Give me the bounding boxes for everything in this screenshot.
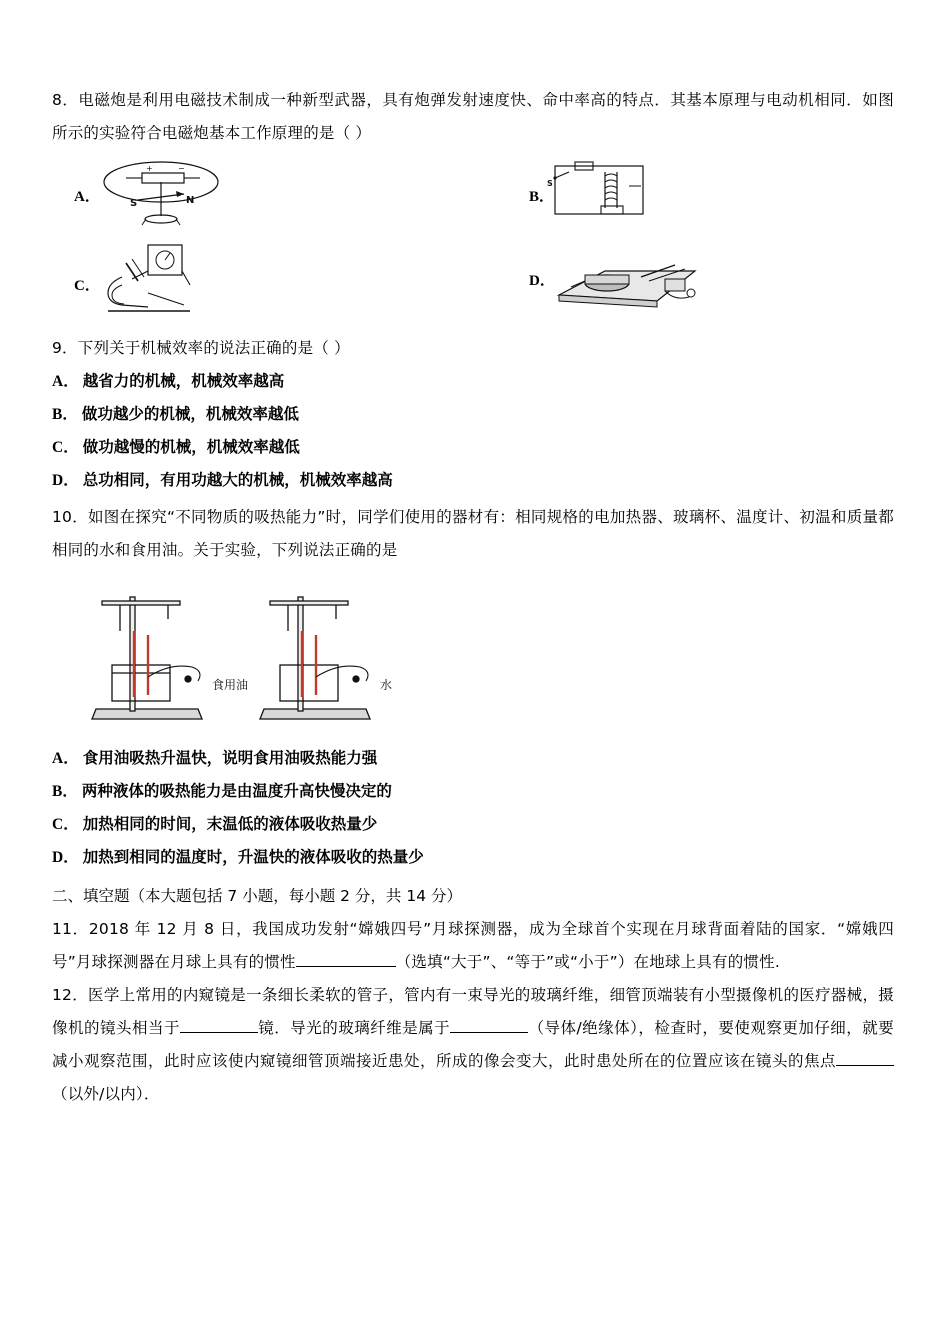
- figure-label-oil: 食用油: [212, 678, 249, 692]
- option-a-label: A．: [52, 373, 79, 390]
- option-c-label: C．: [52, 816, 79, 833]
- question-9-option-d: [52, 464, 894, 497]
- option-c-figure: [86, 241, 206, 328]
- heating-experiment-diagram-icon: [82, 573, 412, 733]
- question-8-figure-row-2: [52, 241, 894, 328]
- option-c-label: C．: [74, 278, 100, 294]
- question-11-blank-1[interactable]: [296, 966, 396, 967]
- magnet-coil-diagram-icon: [86, 156, 236, 230]
- option-c-text: 加热相同的时间，末温低的液体吸收热量少: [82, 815, 378, 833]
- option-b-label: B．: [52, 783, 78, 800]
- question-12-blank-3[interactable]: [836, 1065, 894, 1066]
- svg-text:N: N: [186, 195, 195, 206]
- question-11-part-1: 11．2018 年 12 月 8 日，我国成功发射“嫦娥四号”月球探测器，成为全球首个实现在月球背面着陆的国家．“嫦娥四号”月球探测器在月球上具有的惯性: [52, 920, 894, 971]
- option-a-label: A．: [74, 189, 100, 205]
- question-10-text: 10．如图在探究“不同物质的吸热能力”时，同学们使用的器材有：相同规格的电加热器、玻璃杯、温度计、初温和质量都相同的水和食用油。关于实验，下列说法正确的是: [52, 508, 894, 559]
- question-10-option-d: [52, 841, 894, 874]
- option-b-figure: [545, 156, 655, 235]
- svg-text:−: −: [178, 164, 185, 173]
- option-d-text: 加热到相同的温度时，升温快的液体吸收的热量少: [82, 848, 424, 866]
- svg-text:S: S: [547, 179, 553, 188]
- option-c-text: 做功越慢的机械，机械效率越低: [82, 438, 300, 456]
- question-8-option-b: [473, 156, 894, 235]
- question-8-text: 8．电磁炮是利用电磁技术制成一种新型武器，具有炮弹发射速度快、命中率高的特点．其基本原理与电动机相同．如图所示的实验符合电磁炮基本工作原理的是（ ）: [52, 91, 894, 142]
- svg-text:S: S: [130, 198, 138, 209]
- option-b-text: 两种液体的吸热能力是由温度升高快慢决定的: [81, 782, 392, 800]
- question-12-part-4: （以外/以内）．: [52, 1085, 160, 1103]
- option-d-label: D．: [52, 849, 79, 866]
- option-d-text: 总功相同，有用功越大的机械，机械效率越高: [82, 471, 393, 489]
- question-12-part-3: （导体/绝缘体），检查时，要使观察更加仔细，就要减小观察范围，此时应该使内窥镜细管顶端接近患处，所成的像会变大，此时患处所在的位置应该在镜头的焦点: [52, 1019, 894, 1070]
- question-12-part-2: 镜．导光的玻璃纤维是属于: [257, 1019, 451, 1037]
- option-c-label: C．: [52, 439, 79, 456]
- question-10: [52, 501, 894, 874]
- option-a-figure: [86, 156, 236, 235]
- option-d-figure: [545, 241, 715, 318]
- option-b-label: B．: [529, 189, 555, 205]
- section-two-title: 二、填空题（本大题包括 7 小题，每小题 2 分，共 14 分）: [52, 887, 463, 905]
- question-9-option-a: [52, 365, 894, 398]
- question-8-option-c: [52, 241, 473, 328]
- option-b-label: B．: [52, 406, 78, 423]
- galvanometer-apparatus-icon: [86, 241, 206, 323]
- question-9-text: 9．下列关于机械效率的说法正确的是（ ）: [52, 339, 350, 357]
- question-11: [52, 913, 894, 979]
- option-d-label: D．: [529, 273, 555, 289]
- motor-model-apparatus-icon: [545, 241, 715, 313]
- question-10-option-b: [52, 775, 894, 808]
- question-8-option-d: [473, 241, 894, 318]
- figure-label-water: 水: [380, 678, 393, 692]
- svg-text:+: +: [146, 164, 153, 173]
- question-8-figure-row-1: [52, 156, 894, 235]
- question-9-option-b: [52, 398, 894, 431]
- option-a-text: 越省力的机械，机械效率越高: [82, 372, 285, 390]
- option-b-text: 做功越少的机械，机械效率越低: [81, 405, 299, 423]
- circuit-coil-diagram-icon: [545, 156, 655, 230]
- question-9-option-c: [52, 431, 894, 464]
- question-11-part-2: （选填“大于”、“等于”或“小于”）在地球上具有的惯性.: [395, 953, 780, 971]
- question-10-option-c: [52, 808, 894, 841]
- question-12-part-1: 12．医学上常用的内窥镜是一条细长柔软的管子，管内有一束导光的玻璃纤维，细管顶端装有小型摄像机的医疗器械，摄像机的镜头相当于: [52, 986, 894, 1037]
- question-12-blank-2[interactable]: [450, 1032, 528, 1033]
- question-12: [52, 979, 894, 1111]
- question-8-option-a: [52, 156, 473, 235]
- question-12-blank-1[interactable]: [180, 1032, 258, 1033]
- option-a-text: 食用油吸热升温快，说明食用油吸热能力强: [82, 749, 378, 767]
- question-9: [52, 332, 894, 497]
- option-a-label: A．: [52, 750, 79, 767]
- question-10-figure: [52, 573, 894, 738]
- option-d-label: D．: [52, 472, 79, 489]
- question-10-option-a: [52, 742, 894, 775]
- question-8: [52, 84, 894, 328]
